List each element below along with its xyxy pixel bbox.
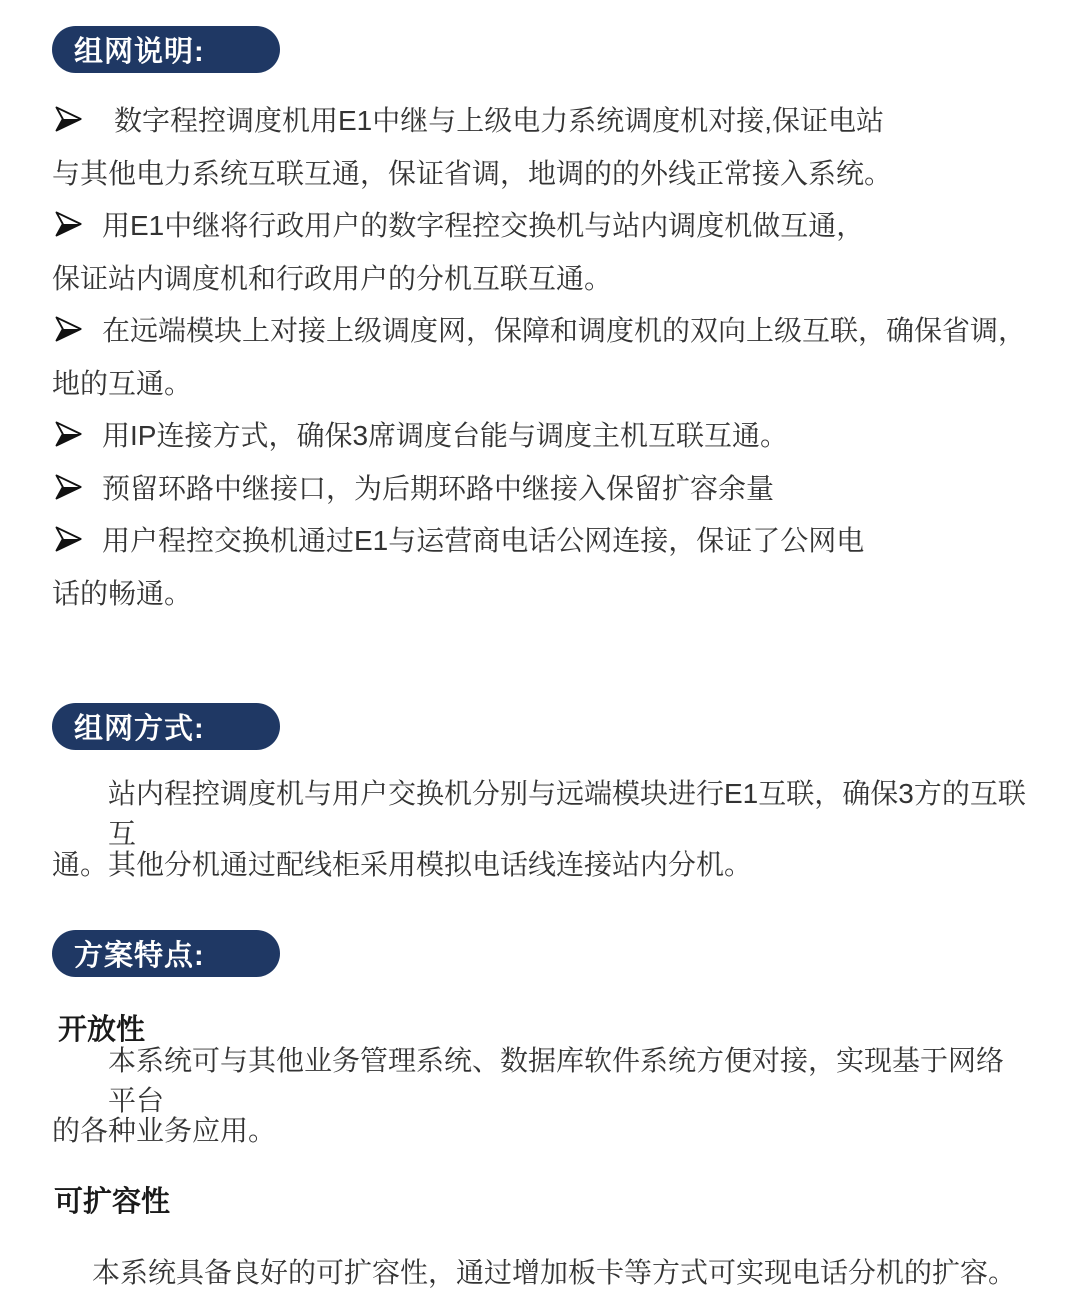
- bullet-arrow-icon: [52, 209, 84, 239]
- bullet-item: [52, 461, 1028, 514]
- bullet-item: [52, 303, 1028, 356]
- bullet-arrow-icon: [52, 419, 84, 449]
- paragraph-line: 的各种业务应用。: [52, 1115, 277, 1146]
- bullet-arrow-icon: [52, 104, 84, 134]
- bullet-list: [52, 93, 1028, 618]
- bullet-arrow-icon: [52, 472, 84, 502]
- mode-paragraph: [52, 777, 1028, 888]
- section-header-text: 组网方式:: [74, 713, 205, 745]
- bullet-text: 数字程控调度机用E1中继与上级电力系统调度机对接,保证电站: [114, 105, 885, 137]
- bullet-text: 用户程控交换机通过E1与运营商电话公网连接，保证了公网电: [102, 525, 865, 557]
- feature-title-scalability: 可扩容性: [54, 1185, 171, 1218]
- bullet-continuation: 话的畅通。: [52, 577, 193, 609]
- bullet-item: [52, 93, 1028, 146]
- bullet-arrow-icon: [52, 314, 84, 344]
- paragraph-line: 本系统具备良好的可扩容性，通过增加板卡等方式可实现电话分机的扩容。: [92, 1257, 1017, 1288]
- bullet-text: 在远端模块上对接上级调度网，保障和调度机的双向上级互联，确保省调，: [102, 315, 1027, 347]
- section-header-text: 方案特点:: [74, 940, 205, 972]
- section-header-pill-notes: [52, 26, 280, 73]
- bullet-continuation: 与其他电力系统互联互通，保证省调，地调的的外线正常接入系统。: [52, 157, 893, 189]
- section-header-text: 组网说明:: [74, 36, 205, 68]
- bullet-item: [52, 198, 1028, 251]
- feature-paragraph-openness: [52, 1045, 1028, 1154]
- feature-title-openness: 开放性: [58, 1013, 146, 1046]
- bullet-continuation: 地的互通。: [52, 367, 193, 399]
- section-header-pill-mode: [52, 703, 280, 750]
- bullet-item: [52, 408, 1028, 461]
- bullet-text: 预留环路中继接口，为后期环路中继接入保留扩容余量: [102, 472, 775, 504]
- bullet-text: 用E1中继将行政用户的数字程控交换机与站内调度机做互通，: [102, 210, 865, 242]
- paragraph-line: 通。其他分机通过配线柜采用模拟电话线连接站内分机。: [52, 848, 753, 880]
- paragraph-line: 站内程控调度机与用户交换机分别与远端模块进行E1互联，确保3方的互联互: [108, 777, 1026, 849]
- feature-paragraph-scalability: [52, 1246, 1028, 1296]
- bullet-arrow-icon: [52, 524, 84, 554]
- bullet-item: [52, 513, 1028, 566]
- bullet-text: 用IP连接方式，确保3席调度台能与调度主机互联互通。: [102, 420, 789, 452]
- bullet-continuation: 保证站内调度机和行政用户的分机互联互通。: [52, 262, 613, 294]
- section-header-pill-features: [52, 930, 280, 977]
- paragraph-line: 本系统可与其他业务管理系统、数据库软件系统方便对接，实现基于网络平台: [108, 1045, 1005, 1116]
